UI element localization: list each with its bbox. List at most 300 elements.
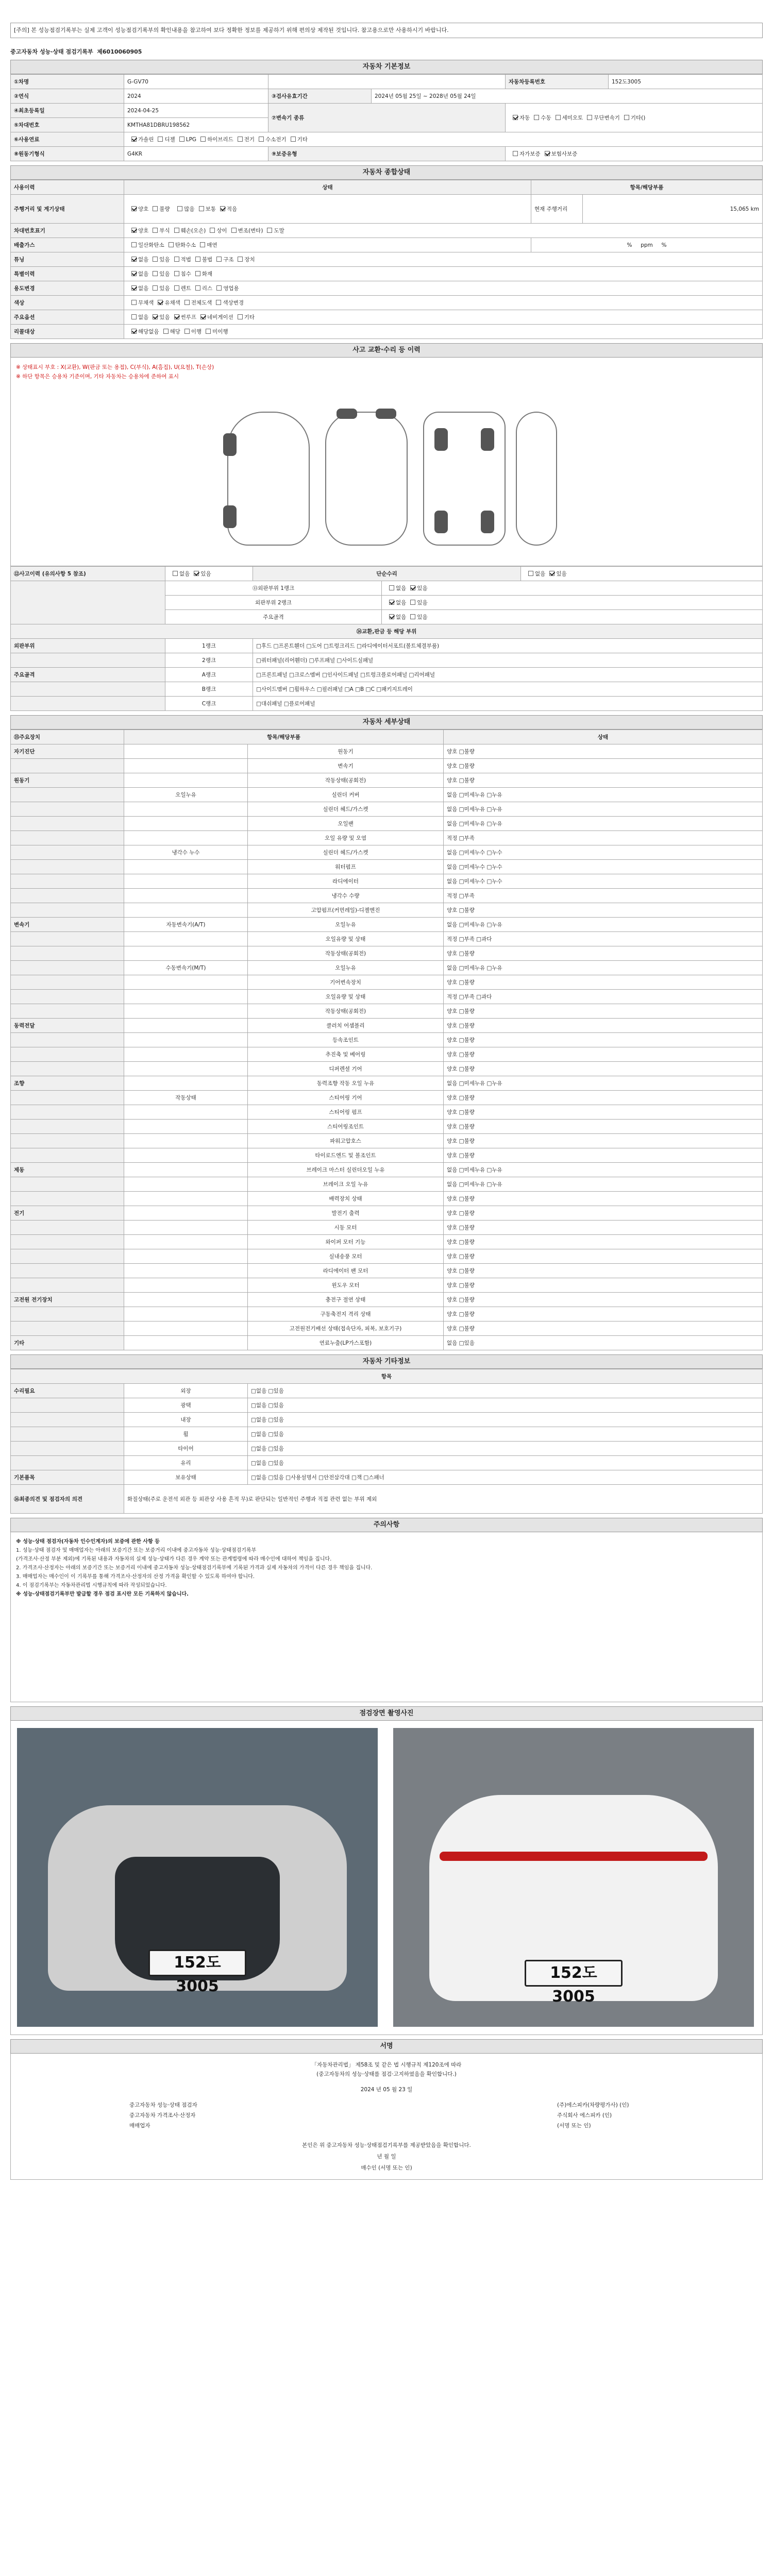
detail-device <box>11 946 124 961</box>
detail-status[interactable]: 양호 □불량 <box>444 1206 763 1221</box>
label-warranty: ⑨보증유형 <box>268 147 506 161</box>
detail-item: 윈도우 모터 <box>248 1278 444 1293</box>
detail-item: 실린더 헤드/가스켓 <box>248 802 444 817</box>
detail-device <box>11 1307 124 1321</box>
detail-row <box>11 860 763 874</box>
detail-row <box>11 1091 763 1105</box>
detail-group <box>124 817 248 831</box>
detail-row <box>11 773 763 788</box>
detail-item: 냉각수 수량 <box>248 889 444 903</box>
other-item: 유리 <box>124 1456 248 1470</box>
note-line: 2. 가격조사·산정자는 아래의 보증기간 또는 보증거리 이내에 중고자동차 성능·상태점검기록부에 기록된 가격과 실제 자동차의 가격이 다른 경우 책임을 집니다. <box>16 1565 373 1571</box>
detail-status[interactable]: 양호 □불량 <box>444 903 763 918</box>
detail-group <box>124 1019 248 1033</box>
major-options: 없음 있음 썬루프 네비게이션 기타 <box>124 310 763 325</box>
detail-row <box>11 1047 763 1062</box>
detail-group <box>124 946 248 961</box>
detail-item: 스티어링 기어 <box>248 1091 444 1105</box>
detail-row <box>11 990 763 1004</box>
label-accident: ⑫사고이력 (유의사항 5 참조) <box>11 567 165 581</box>
recall-options: 해당없음 해당 이행 미이행 <box>124 325 763 339</box>
detail-group <box>124 932 248 946</box>
value-first-reg: 2024-04-25 <box>124 104 268 118</box>
special-options: 없음 있음 침수 화재 <box>124 267 763 281</box>
label-rank2: 외판부위 2랭크 <box>165 596 382 610</box>
doc-number: 제6010060905 <box>97 48 142 55</box>
detail-head-device: ⑮주요장치 <box>11 730 124 744</box>
car-top-view-icon <box>325 412 408 546</box>
label-emission: 배출가스 <box>11 238 124 252</box>
detail-row <box>11 1293 763 1307</box>
value-motor: G4KR <box>124 147 268 161</box>
vin-mark-options: 양호 부식 훼손(오손) 상이 변조(변타) 도말 <box>124 224 763 238</box>
value-year: 2024 <box>124 89 268 104</box>
other-row <box>11 1413 763 1427</box>
detail-row <box>11 1321 763 1336</box>
head-status: 상태 <box>124 180 531 195</box>
transmission-options: 자동 수동 세미오토 무단변속기 기타() <box>506 104 763 132</box>
detail-status[interactable]: 없음 □미세누유 □누유 <box>444 1076 763 1091</box>
detail-device: 동력전달 <box>11 1019 124 1033</box>
detail-group <box>124 1264 248 1278</box>
doc-title: 중고자동차 성능·상태 점검기록부 제6010060905 <box>10 48 142 55</box>
detail-status[interactable]: 양호 □불량 <box>444 1321 763 1336</box>
note-line: ※ 성능·상태 점검자(자동차 인수인계자)의 보증에 관한 사항 등 <box>16 1539 160 1545</box>
detail-device <box>11 1091 124 1105</box>
detail-group <box>124 1177 248 1192</box>
detail-device <box>11 1062 124 1076</box>
detail-row <box>11 1105 763 1120</box>
detail-band: 자동차 세부상태 <box>10 715 763 730</box>
detail-device <box>11 831 124 845</box>
value-vin: KMTHA81DBRU198562 <box>124 118 268 132</box>
detail-rows <box>11 744 763 1350</box>
value-opinion: 화질상태(주로 운전석 외관 등 외관상 사용 흔적 무)로 판단되는 일반적인 주행과 직접 관련 없는 부위 제외 <box>124 1485 763 1514</box>
front-plate: 152도 3005 <box>148 1950 246 1976</box>
receiver: 매수인 (서명 또는 인) <box>361 2165 412 2171</box>
detail-row <box>11 1134 763 1148</box>
other-head: 항목 <box>11 1369 763 1384</box>
detail-item: 연료누출(LP가스포함) <box>248 1336 444 1350</box>
other-item: 휠 <box>124 1427 248 1442</box>
detail-item: 라디에이터 팬 모터 <box>248 1264 444 1278</box>
basic-band: 자동차 기본정보 <box>10 60 763 74</box>
detail-device: 원동기 <box>11 773 124 788</box>
checker-value: (주)에스피카(차량평가사) (인) <box>557 2102 629 2108</box>
detail-status[interactable]: 양호 □불량 <box>444 759 763 773</box>
other-table <box>10 1369 763 1514</box>
detail-status[interactable]: 양호 □불량 <box>444 1091 763 1105</box>
label-color: 색상 <box>11 296 124 310</box>
inspection-record <box>10 0 763 2180</box>
front-photo <box>17 1728 378 2027</box>
detail-status[interactable]: 양호 □불량 <box>444 1293 763 1307</box>
label-motor: ⑧원동기형식 <box>11 147 124 161</box>
detail-item: 실내송풍 모터 <box>248 1249 444 1264</box>
detail-status[interactable]: 없음 □미세누유 □누유 <box>444 1163 763 1177</box>
detail-row <box>11 817 763 831</box>
detail-row <box>11 845 763 860</box>
detail-status[interactable]: 없음 □있음 <box>444 1336 763 1350</box>
detail-device <box>11 889 124 903</box>
receive-line: 본인은 위 중고자동차 성능·상태점검기록부를 제공받았음을 확인합니다. <box>302 2142 471 2148</box>
other-status[interactable]: □없음 □있음 <box>248 1384 763 1398</box>
other-row <box>11 1442 763 1456</box>
detail-device <box>11 802 124 817</box>
odometer-options: 양호 불량 많음 보통 적음 <box>124 195 531 224</box>
detail-device <box>11 1033 124 1047</box>
detail-item: 스티어링 펌프 <box>248 1105 444 1120</box>
detail-device <box>11 1105 124 1120</box>
detail-status[interactable]: 없음 □미세누수 □누수 <box>444 860 763 874</box>
warranty-options: 자가보증 보험사보증 <box>506 147 763 161</box>
detail-device <box>11 1047 124 1062</box>
detail-status[interactable]: 양호 □불량 <box>444 1307 763 1321</box>
detail-group <box>124 975 248 990</box>
basic-table <box>10 74 763 161</box>
detail-row <box>11 1163 763 1177</box>
detail-head-item: 항목/해당부품 <box>124 730 444 744</box>
detail-status[interactable]: 없음 □미세누유 □누유 <box>444 1177 763 1192</box>
detail-group: 오일누유 <box>124 788 248 802</box>
other-item: 타이어 <box>124 1442 248 1456</box>
car-outline-diagrams <box>227 406 557 551</box>
other-status[interactable]: □없음 □있음 <box>248 1398 763 1413</box>
detail-group <box>124 860 248 874</box>
usage-options: 없음 있음 렌트 리스 영업용 <box>124 281 763 296</box>
fuel-options: 가솔린 디젤 LPG 하이브리드 전기 수소전기 기타 <box>124 132 763 147</box>
detail-item: 오일유량 및 상태 <box>248 990 444 1004</box>
detail-device: 제동 <box>11 1163 124 1177</box>
detail-row <box>11 903 763 918</box>
other-status[interactable]: □없음 □있음 <box>248 1456 763 1470</box>
legend-line-1: ※ 상태표시 부호 : X(교환), W(판금 또는 용접), C(부식), A(흠집), U(요철), T(손상) <box>16 364 214 370</box>
overall-table <box>10 180 763 339</box>
detail-status[interactable]: 적정 □부족 <box>444 831 763 845</box>
detail-row <box>11 1033 763 1047</box>
detail-group: 자동변속기(A/T) <box>124 918 248 932</box>
detail-status[interactable]: 없음 □미세누수 □누수 <box>444 874 763 889</box>
detail-status[interactable]: 양호 □불량 <box>444 1033 763 1047</box>
other-row <box>11 1470 763 1485</box>
detail-status[interactable]: 없음 □미세누유 □누유 <box>444 918 763 932</box>
car-taillight <box>440 1852 708 1861</box>
detail-group <box>124 1321 248 1336</box>
detail-status[interactable]: 양호 □불량 <box>444 1192 763 1206</box>
other-group <box>11 1456 124 1470</box>
detail-row <box>11 889 763 903</box>
detail-table <box>10 730 763 1350</box>
detail-item: 동력조향 작동 오일 누유 <box>248 1076 444 1091</box>
detail-row <box>11 1177 763 1192</box>
other-row <box>11 1427 763 1442</box>
detail-row <box>11 744 763 759</box>
detail-status[interactable]: 양호 □불량 <box>444 1062 763 1076</box>
overall-band: 자동차 종합상태 <box>10 165 763 180</box>
label-year: ②연식 <box>11 89 124 104</box>
other-group <box>11 1442 124 1456</box>
detail-group <box>124 1105 248 1120</box>
other-group <box>11 1413 124 1427</box>
detail-device <box>11 759 124 773</box>
detail-row <box>11 932 763 946</box>
detail-row <box>11 1062 763 1076</box>
detail-device <box>11 1278 124 1293</box>
inspection-photos <box>10 1721 763 2035</box>
detail-device: 고전원 전기장치 <box>11 1293 124 1307</box>
detail-item: 오일유량 및 상태 <box>248 932 444 946</box>
detail-status[interactable]: 양호 □불량 <box>444 1278 763 1293</box>
rank-2-items: □쿼터패널(리어휀더) □루프패널 □사이드실패널 <box>253 653 763 668</box>
detail-row <box>11 831 763 845</box>
detail-device <box>11 1221 124 1235</box>
detail-item: 브레이크 오일 누유 <box>248 1177 444 1192</box>
detail-row <box>11 1307 763 1321</box>
rank-1-items: □후드 □프론트휀더 □도어 □트렁크리드 □라디에이터서포트(볼트체결부품) <box>253 639 763 653</box>
car-left-view-icon <box>227 412 310 546</box>
detail-group <box>124 874 248 889</box>
emission-options: 일산화탄소 탄화수소 매연 <box>124 238 531 252</box>
other-rows <box>11 1384 763 1485</box>
label-recall: 리콜대상 <box>11 325 124 339</box>
detail-status[interactable]: 양호 □불량 <box>444 1019 763 1033</box>
other-status[interactable]: □없음 □있음 □사용설명서 □안전삼각대 □잭 □스패너 <box>248 1470 763 1485</box>
detail-item: 배력장치 상태 <box>248 1192 444 1206</box>
detail-status[interactable]: 양호 □불량 <box>444 1047 763 1062</box>
detail-row <box>11 946 763 961</box>
detail-item: 작동상태(공회전) <box>248 946 444 961</box>
detail-status[interactable]: 없음 □미세누유 □누유 <box>444 961 763 975</box>
detail-status[interactable]: 없음 □미세누유 □누유 <box>444 817 763 831</box>
dealer-label: 매매업자 <box>129 2123 150 2129</box>
detail-status[interactable]: 적정 □부족 <box>444 889 763 903</box>
detail-group <box>124 1336 248 1350</box>
rank-row-1-label: 외판부위 <box>11 639 165 653</box>
detail-status[interactable]: 양호 □불량 <box>444 1120 763 1134</box>
detail-group <box>124 1148 248 1163</box>
detail-status[interactable]: 양호 □불량 <box>444 1249 763 1264</box>
detail-item: 디퍼렌셜 기어 <box>248 1062 444 1076</box>
car-diagram-area <box>10 358 763 566</box>
detail-status[interactable]: 적정 □부족 □과다 <box>444 990 763 1004</box>
detail-status[interactable]: 없음 □미세누수 □누수 <box>444 845 763 860</box>
value-plate: 152도3005 <box>609 75 763 89</box>
detail-status[interactable]: 적정 □부족 □과다 <box>444 932 763 946</box>
other-item: 광택 <box>124 1398 248 1413</box>
detail-status[interactable]: 양호 □불량 <box>444 744 763 759</box>
detail-group <box>124 802 248 817</box>
detail-status[interactable]: 양호 □불량 <box>444 773 763 788</box>
sign-area <box>10 2054 763 2180</box>
detail-status[interactable]: 양호 □불량 <box>444 1004 763 1019</box>
detail-row <box>11 1221 763 1235</box>
detail-item: 오일 유량 및 오염 <box>248 831 444 845</box>
detail-item: 와이퍼 모터 기능 <box>248 1235 444 1249</box>
detail-status[interactable]: 양호 □불량 <box>444 1148 763 1163</box>
detail-group: 수동변속기(M/T) <box>124 961 248 975</box>
label-major: 주요옵션 <box>11 310 124 325</box>
detail-item: 발전기 출력 <box>248 1206 444 1221</box>
detail-item: 작동상태(공회전) <box>248 773 444 788</box>
note-line: (가격조사·산정 부분 제외)에 기록된 내용과 자동차의 실제 성능·상태가 다른 경우 계약 또는 관계법령에 따라 매수인에 대하여 책임을 집니다. <box>16 1556 332 1562</box>
detail-item: 고압펌프(커먼레일)-디젤엔진 <box>248 903 444 918</box>
dealer-value: (서명 또는 인) <box>557 2123 591 2129</box>
label-first-reg: ④최초등록일 <box>11 104 124 118</box>
detail-group <box>124 1062 248 1076</box>
detail-device <box>11 1177 124 1192</box>
detail-row <box>11 788 763 802</box>
label-frame: 주요골격 <box>165 610 382 624</box>
detail-item: 오일누유 <box>248 918 444 932</box>
detail-group <box>124 1004 248 1019</box>
sign-band: 서명 <box>10 2039 763 2054</box>
rank-row-3-label: 주요골격 <box>11 668 165 682</box>
detail-device <box>11 903 124 918</box>
detail-status[interactable]: 양호 □불량 <box>444 975 763 990</box>
rank-b-items: □사이드멤버 □휠하우스 □필러패널 □A □B □C □패키지트레이 <box>253 682 763 697</box>
detail-device <box>11 845 124 860</box>
label-special: 특별이력 <box>11 267 124 281</box>
detail-device <box>11 1134 124 1148</box>
detail-group <box>124 1033 248 1047</box>
detail-status[interactable]: 없음 □미세누유 □누유 <box>444 802 763 817</box>
detail-status[interactable]: 양호 □불량 <box>444 1134 763 1148</box>
rank-b: B랭크 <box>165 682 253 697</box>
other-status[interactable]: □없음 □있음 <box>248 1442 763 1456</box>
rank-a-items: □프론트패널 □크로스멤버 □인사이드패널 □트렁크플로어패널 □리어패널 <box>253 668 763 682</box>
detail-item: 시동 모터 <box>248 1221 444 1235</box>
detail-group <box>124 1134 248 1148</box>
detail-device <box>11 860 124 874</box>
rank-c: C랭크 <box>165 697 253 711</box>
detail-device <box>11 1148 124 1163</box>
detail-item: 워터펌프 <box>248 860 444 874</box>
detail-item: 고전원전기배선 상태(접속단자, 피복, 보호기구) <box>248 1321 444 1336</box>
detail-row <box>11 1206 763 1221</box>
detail-item: 실린더 커버 <box>248 788 444 802</box>
detail-group <box>124 1163 248 1177</box>
rear-photo <box>393 1728 754 2027</box>
detail-device <box>11 932 124 946</box>
detail-group <box>124 1249 248 1264</box>
value-odometer: 15,065 km <box>583 195 763 224</box>
label-evaluation <box>11 581 165 624</box>
detail-group <box>124 744 248 759</box>
detail-row <box>11 1192 763 1206</box>
detail-group <box>124 773 248 788</box>
price-value: 주식회사 에스피카 (인) <box>557 2112 612 2119</box>
damage-legend <box>16 363 214 381</box>
detail-group <box>124 1076 248 1091</box>
detail-group <box>124 1278 248 1293</box>
detail-status[interactable]: 양호 □불량 <box>444 1221 763 1235</box>
detail-group <box>124 1120 248 1134</box>
sign-date: 2024 년 05 월 23 일 <box>360 2087 413 2093</box>
detail-status[interactable]: 양호 □불량 <box>444 946 763 961</box>
detail-row <box>11 759 763 773</box>
detail-device <box>11 961 124 975</box>
detail-device <box>11 1192 124 1206</box>
detail-item: 클러치 어셈블리 <box>248 1019 444 1033</box>
detail-row <box>11 918 763 932</box>
detail-device: 자기진단 <box>11 744 124 759</box>
detail-group <box>124 1235 248 1249</box>
detail-row <box>11 1235 763 1249</box>
other-item: 보유상태 <box>124 1470 248 1485</box>
notes-band: 주의사항 <box>10 1518 763 1532</box>
other-group <box>11 1427 124 1442</box>
note-line: 1. 성능·상태 점검자 및 매매업자는 아래의 보증기간 또는 보증거리 이내에 중고자동차 성능·상태점검기록부 <box>16 1548 257 1553</box>
detail-group <box>124 903 248 918</box>
detail-item: 원동기 <box>248 744 444 759</box>
detail-device: 전기 <box>11 1206 124 1221</box>
label-plate: 자동차등록번호 <box>506 75 609 89</box>
detail-status[interactable]: 양호 □불량 <box>444 1264 763 1278</box>
other-status[interactable]: □없음 □있음 <box>248 1413 763 1427</box>
legend-line-2: ※ 하단 항목은 승용차 기준이며, 기타 자동차는 승용차에 준하여 표시 <box>16 374 179 380</box>
rank-1: 1랭크 <box>165 639 253 653</box>
detail-item: 기어변속장치 <box>248 975 444 990</box>
label-name: ①차명 <box>11 75 124 89</box>
label-fuel: ⑥사용연료 <box>11 132 124 147</box>
detail-device <box>11 1264 124 1278</box>
other-item: 외장 <box>124 1384 248 1398</box>
detail-group <box>124 1307 248 1321</box>
notes-body <box>10 1532 763 1702</box>
price-label: 중고자동차 가격조사·산정자 <box>129 2112 196 2119</box>
detail-row <box>11 874 763 889</box>
detail-status[interactable]: 없음 □미세누유 □누유 <box>444 788 763 802</box>
detail-group <box>124 1293 248 1307</box>
sign-line-2: (중고자동차의 성능·상태를 점검·고지하였음을 확인합니다.) <box>316 2071 457 2077</box>
other-item: 내장 <box>124 1413 248 1427</box>
label-odometer: 주행거리 및 계기상태 <box>11 195 124 224</box>
detail-group <box>124 1221 248 1235</box>
value-period: 2024년 05월 25일 ~ 2028년 05월 24일 <box>372 89 763 104</box>
detail-item: 충전구 절연 상태 <box>248 1293 444 1307</box>
detail-device <box>11 1004 124 1019</box>
detail-item: 작동상태(공회전) <box>248 1004 444 1019</box>
detail-row <box>11 802 763 817</box>
detail-row <box>11 1076 763 1091</box>
detail-status[interactable]: 양호 □불량 <box>444 1235 763 1249</box>
detail-status[interactable]: 양호 □불량 <box>444 1105 763 1120</box>
car-bottom-view-icon <box>423 412 506 546</box>
head-parts: 항목/해당부품 <box>531 180 763 195</box>
detail-device <box>11 874 124 889</box>
detail-item: 추진축 및 베어링 <box>248 1047 444 1062</box>
other-row <box>11 1398 763 1413</box>
repair-options: 없음 있음 <box>521 567 763 581</box>
other-group: 수리필요 <box>11 1384 124 1398</box>
detail-row <box>11 1336 763 1350</box>
detail-group <box>124 990 248 1004</box>
detail-row <box>11 1249 763 1264</box>
other-row <box>11 1384 763 1398</box>
other-group <box>11 1398 124 1413</box>
detail-device <box>11 990 124 1004</box>
label-current-odo: 현재 주행거리 <box>531 195 583 224</box>
detail-device: 기타 <box>11 1336 124 1350</box>
detail-group <box>124 1047 248 1062</box>
notice-banner: [주의] 본 성능점검기록부는 실제 고객이 성능점검기록부의 확인내용을 참고하여 보다 정확한 정보를 제공하기 위해 편의상 제작된 것입니다. 참고용으로만 사용하시기 바랍니다. <box>10 23 763 38</box>
detail-item: 오일팬 <box>248 817 444 831</box>
detail-device <box>11 1120 124 1134</box>
detail-item: 변속기 <box>248 759 444 773</box>
rank-a: A랭크 <box>165 668 253 682</box>
detail-row <box>11 975 763 990</box>
other-status[interactable]: □없음 □있음 <box>248 1427 763 1442</box>
